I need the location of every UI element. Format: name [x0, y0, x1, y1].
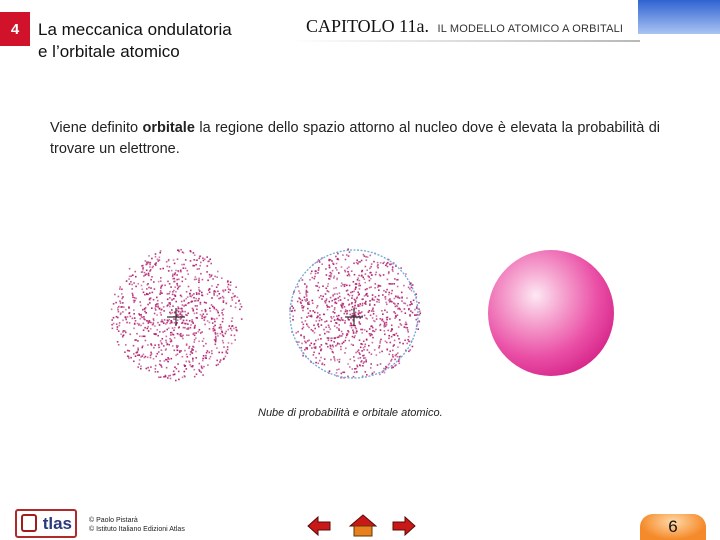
orbital-boundary-figure: [284, 242, 424, 382]
credits: [89, 516, 185, 534]
forward-button[interactable]: [391, 514, 417, 538]
credit-author: © Paolo Pistarà: [89, 517, 138, 524]
home-button[interactable]: [349, 514, 377, 538]
logo-mark-icon: [21, 514, 37, 532]
definition-text-end: la regione dello spazio attorno al nucleo dove è elevata la probabilità di trovare un elettrone.: [50, 120, 660, 157]
definition-text-start: Viene definito: [50, 120, 143, 136]
section-title: [38, 19, 298, 63]
definition-paragraph: [50, 118, 660, 160]
home-icon: [350, 515, 376, 536]
orbital-sphere: [488, 250, 614, 376]
page-number: 6: [640, 514, 706, 540]
figure-caption: Nube di probabilità e orbitale atomico.: [258, 407, 443, 419]
chapter-heading: [306, 16, 623, 37]
logo-text: tlas: [42, 513, 72, 533]
chapter-subtitle: IL MODELLO ATOMICO A ORBITALI: [437, 23, 624, 35]
corner-decoration: [638, 0, 720, 34]
back-button[interactable]: [306, 514, 332, 538]
probability-cloud-dots: [111, 249, 243, 381]
orbital-cloud-dots: [289, 248, 421, 378]
chapter-title: CAPITOLO 11a.: [306, 16, 429, 36]
header-divider: [290, 40, 640, 42]
probability-cloud-figure: [106, 242, 246, 382]
section-title-line1: La meccanica ondulatoria: [38, 20, 232, 39]
section-number: 4: [0, 12, 30, 46]
credit-publisher: © Istituto Italiano Edizioni Atlas: [89, 526, 185, 533]
arrow-right-icon: [393, 517, 415, 535]
atlas-logo: [15, 509, 77, 538]
definition-keyword: orbitale: [142, 120, 195, 136]
arrow-left-icon: [308, 517, 330, 535]
section-title-line2: e l’orbitale atomico: [38, 42, 180, 61]
